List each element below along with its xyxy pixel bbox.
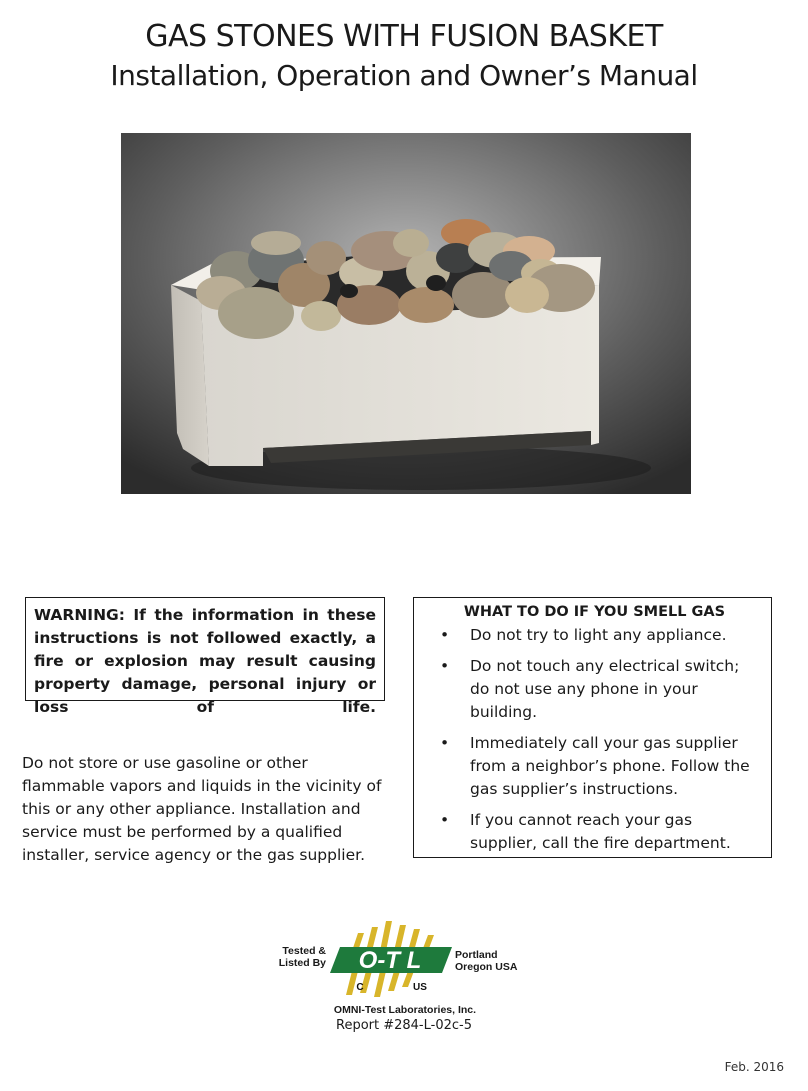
warning-box <box>25 597 385 716</box>
warning-text: WARNING: If the information in these instructions is not followed exactly, a fire or explosion may result causing property damage, personal injury or loss of life. <box>34 606 376 716</box>
logo-us: US <box>413 982 427 993</box>
gas-smell-item <box>428 732 761 801</box>
product-photo <box>121 133 691 494</box>
certification-block <box>260 915 550 1025</box>
title-block <box>0 18 808 96</box>
gas-smell-list <box>428 624 761 855</box>
document-title: GAS STONES WITH FUSION BASKET <box>145 19 663 54</box>
otl-logo <box>328 915 452 997</box>
logo-c: C <box>356 982 364 993</box>
lab-name: OMNI-Test Laboratories, Inc. <box>333 1004 477 1016</box>
gas-smell-item <box>428 655 761 724</box>
gas-smell-item <box>428 809 761 855</box>
listed-line: Listed By <box>278 957 326 969</box>
gas-smell-item-text: If you cannot reach your gas supplier, call the fire department. <box>470 811 731 852</box>
tested-line: Tested & <box>282 945 326 957</box>
bullet-icon: • <box>440 811 450 829</box>
logo-text: O-T L <box>358 947 422 974</box>
gas-smell-box <box>413 597 772 858</box>
gas-smell-item <box>428 624 761 647</box>
gas-smell-item-text: Do not try to light any appliance. <box>470 626 727 644</box>
bullet-icon: • <box>440 657 450 675</box>
document-subtitle: Installation, Operation and Owner’s Manual <box>110 59 698 92</box>
fire-stones-photo <box>121 133 691 494</box>
location-label <box>455 949 517 973</box>
bullet-icon: • <box>440 734 450 752</box>
storage-notice: Do not store or use gasoline or other flammable vapors and liquids in the vicinity of this or any other appliance. Installation and service must be performed by a qualified installer, service agency or the gas supplier. <box>22 754 382 864</box>
bullet-icon: • <box>440 626 450 644</box>
tested-listed-label <box>266 945 326 969</box>
report-number: Report #284-L-02c-5 <box>336 1018 472 1033</box>
gas-smell-title: WHAT TO DO IF YOU SMELL GAS <box>463 604 726 620</box>
gas-smell-item-text: Do not touch any electrical switch; do not use any phone in your building. <box>470 657 740 721</box>
location-city: Portland <box>455 949 498 961</box>
location-state: Oregon USA <box>455 961 518 973</box>
gas-smell-item-text: Immediately call your gas supplier from a neighbor’s phone. Follow the gas supplier’s instructions. <box>470 734 750 798</box>
document-date: Feb. 2016 <box>724 1060 784 1074</box>
